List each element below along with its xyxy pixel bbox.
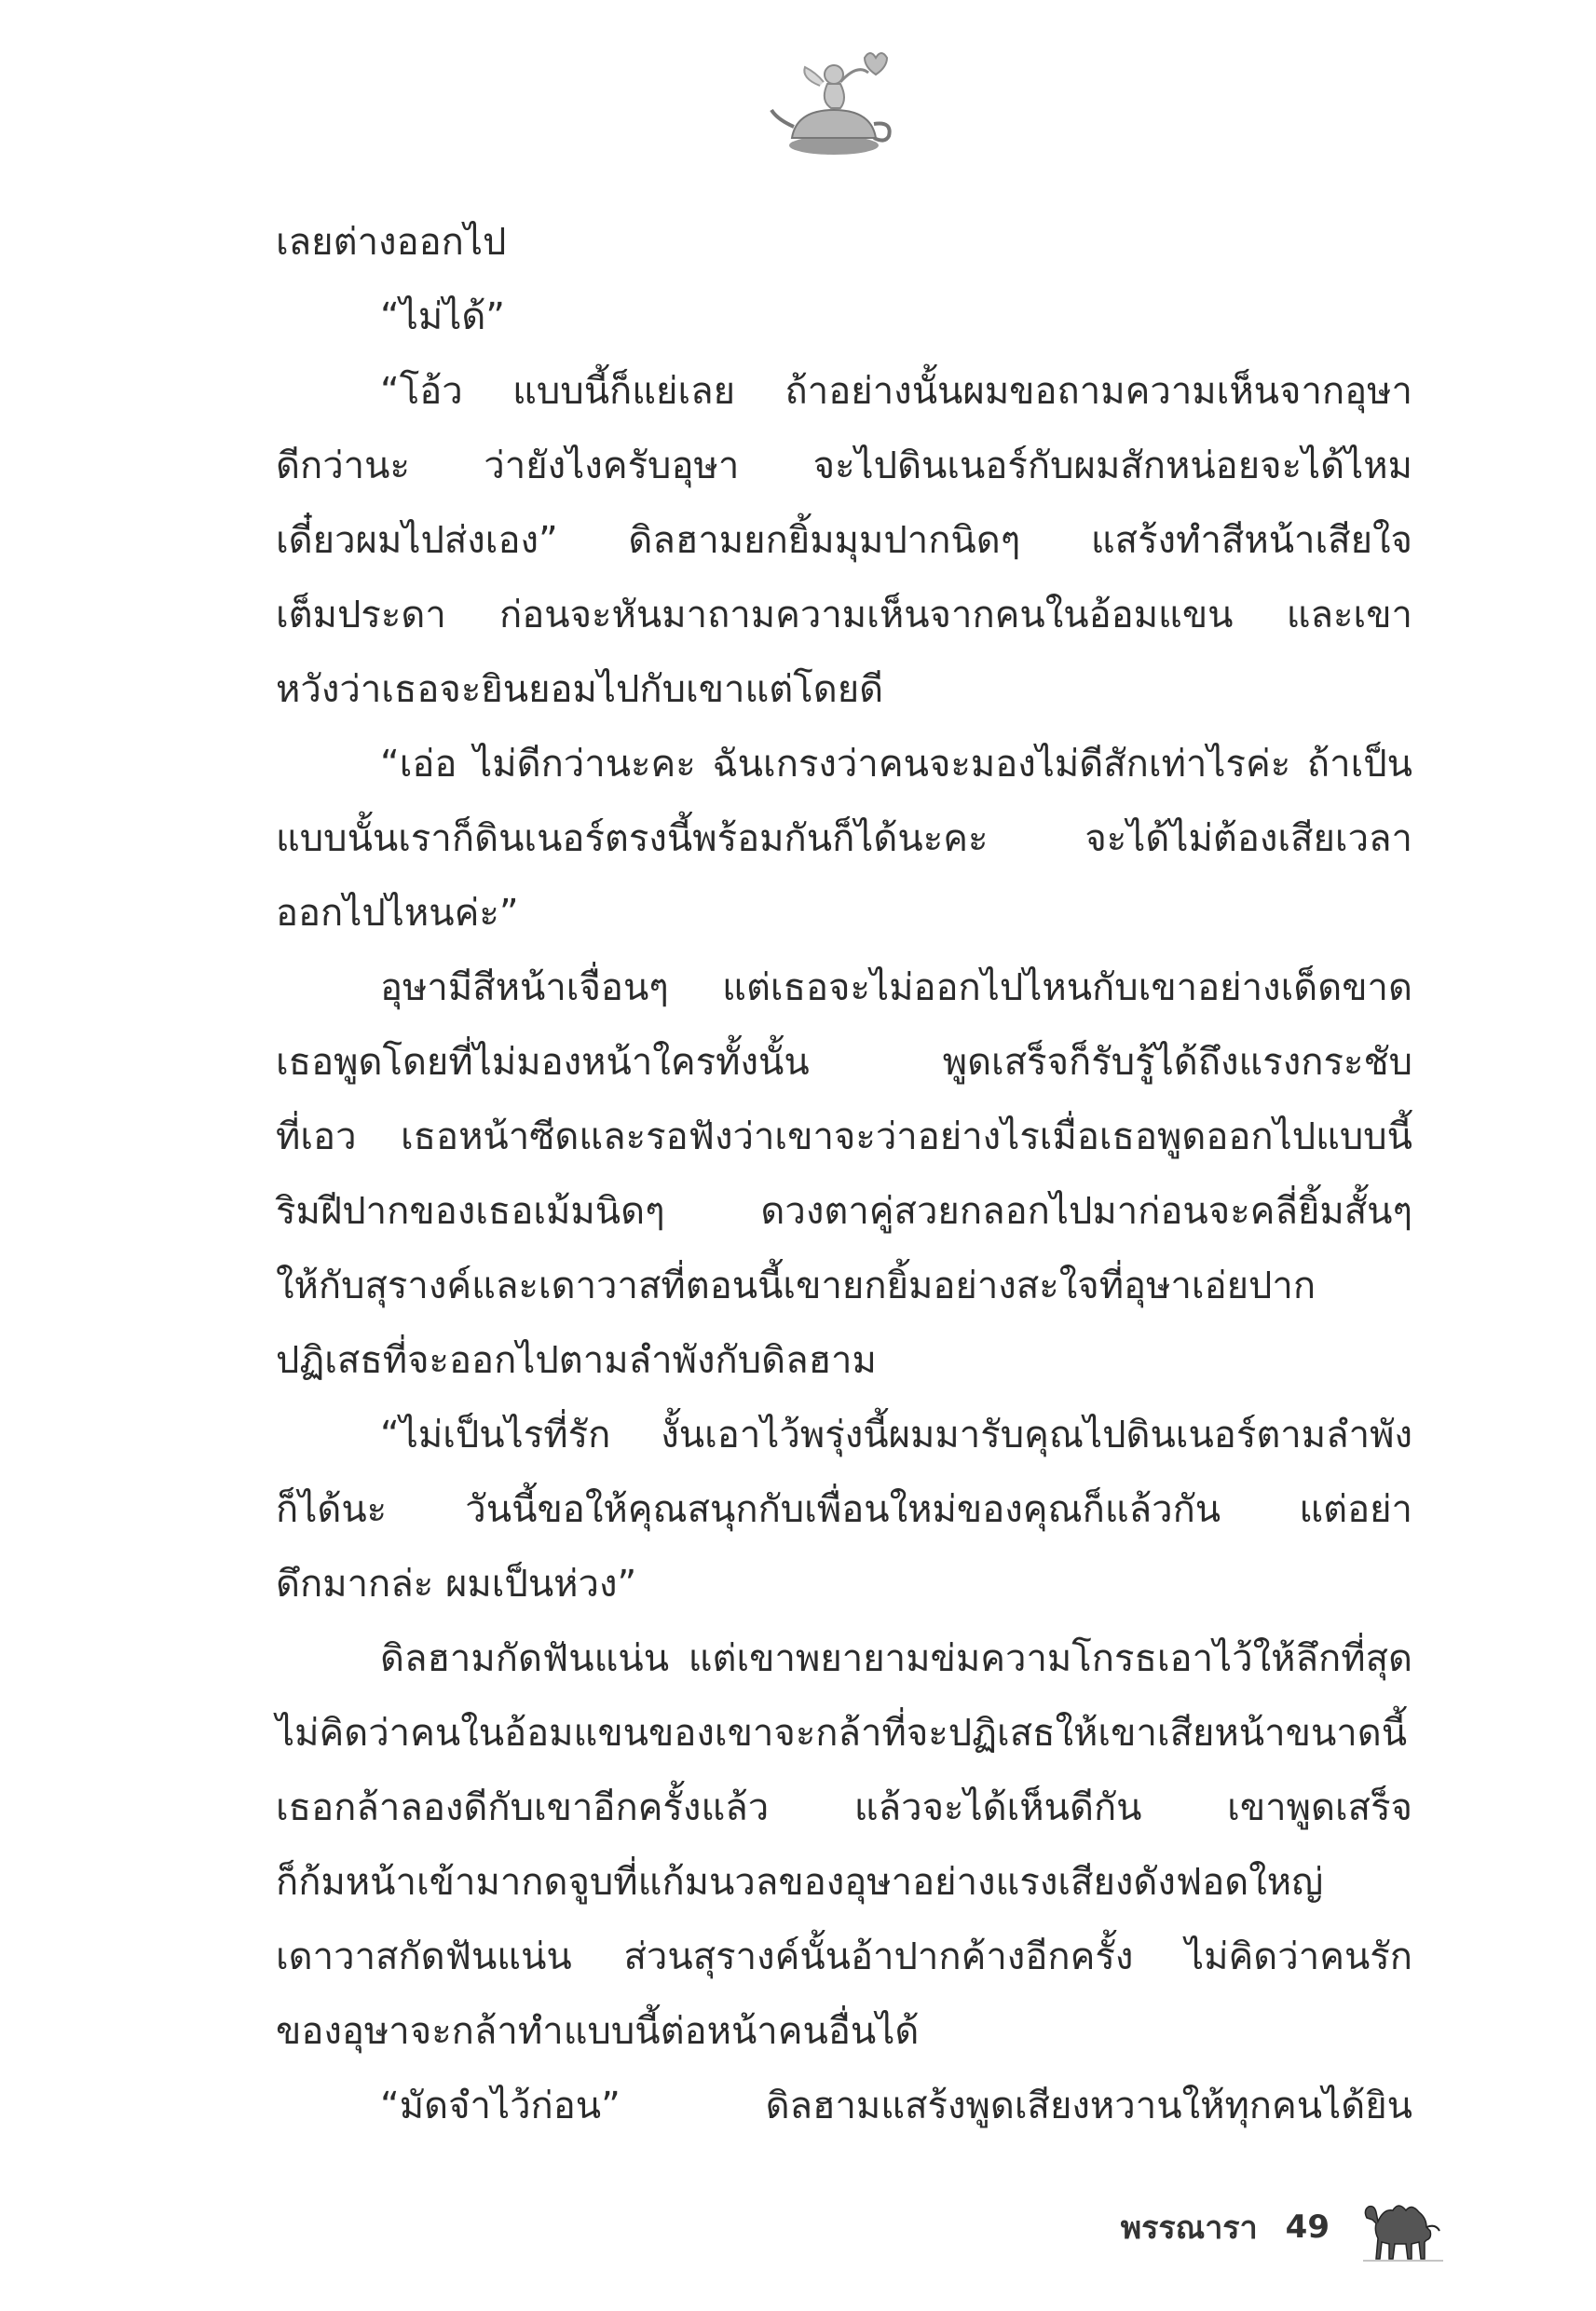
- text-line: ให้กับสุรางค์และเดาวาสที่ตอนนี้เขายกยิ้มอย่างสะใจที่อุษาเอ่ยปาก: [276, 1265, 1316, 1307]
- text-line: แบบนั้นเราก็ดินเนอร์ตรงนี้พร้อมกันก็ได้นะคะ จะได้ไม่ต้องเสียเวลา: [276, 817, 1412, 860]
- text-line: ปฏิเสธที่จะออกไปตามลำพังกับดิลฮาม: [276, 1339, 877, 1382]
- text-line: “เอ่อ ไม่ดีกว่านะคะ ฉันเกรงว่าคนจะมองไม่ดีสักเท่าไรค่ะ ถ้าเป็น: [380, 743, 1412, 786]
- text-line: ก็ได้นะ วันนี้ขอให้คุณสนุกกับเพื่อนใหม่ของคุณก็แล้วกัน แต่อย่า: [276, 1488, 1412, 1531]
- page-number: 49: [1285, 2208, 1330, 2246]
- text-line: “มัดจำไว้ก่อน” ดิลฮามแสร้งพูดเสียงหวานให้ทุกคนได้ยิน: [380, 2085, 1412, 2127]
- text-line: เธอกล้าลองดีกับเขาอีกครั้งแล้ว แล้วจะได้เห็นดีกัน เขาพูดเสร็จ: [276, 1786, 1412, 1829]
- text-line: เลยต่างออกไป: [276, 221, 507, 264]
- text-line: “ไม่ได้”: [380, 295, 506, 338]
- page-footer: [1121, 2190, 1447, 2264]
- cupid-teapot-ornament-icon: [764, 45, 904, 166]
- text-line: ดีกว่านะ ว่ายังไงครับอุษา จะไปดินเนอร์กับผมสักหน่อยจะได้ไหม: [276, 444, 1412, 487]
- text-line: ริมฝีปากของเธอเม้มนิดๆ ดวงตาคู่สวยกลอกไปมาก่อนจะคลี่ยิ้มสั้นๆ: [276, 1190, 1412, 1233]
- text-line: ดิลฮามกัดฟันแน่น แต่เขาพยายามข่มความโกรธเอาไว้ให้ลึกที่สุด: [380, 1637, 1412, 1680]
- text-line: เธอพูดโดยที่ไม่มองหน้าใครทั้งนั้น พูดเสร็จก็รับรู้ได้ถึงแรงกระชับ: [276, 1041, 1412, 1084]
- text-line: เต็มประดา ก่อนจะหันมาถามความเห็นจากคนในอ้อมแขน และเขา: [276, 594, 1412, 636]
- camel-icon: [1357, 2190, 1447, 2264]
- text-line: ก็ก้มหน้าเข้ามากดจูบที่แก้มนวลของอุษาอย่างแรงเสียงดังฟอดใหญ่: [276, 1861, 1324, 1904]
- text-line: ดึกมากล่ะ ผมเป็นห่วง”: [276, 1563, 637, 1606]
- text-line: ของอุษาจะกล้าทำแบบนี้ต่อหน้าคนอื่นได้: [276, 2010, 920, 2053]
- text-line: “ไม่เป็นไรที่รัก งั้นเอาไว้พรุ่งนี้ผมมารับคุณไปดินเนอร์ตามลำพัง: [380, 1414, 1412, 1456]
- text-line: ไม่คิดว่าคนในอ้อมแขนของเขาจะกล้าที่จะปฏิเสธให้เขาเสียหน้าขนาดนี้: [276, 1712, 1408, 1755]
- text-line: “โอ้ว แบบนี้ก็แย่เลย ถ้าอย่างนั้นผมขอถามความเห็นจากอุษา: [380, 370, 1412, 413]
- text-line: เดี๋ยวผมไปส่งเอง” ดิลฮามยกยิ้มมุมปากนิดๆ แสร้งทำสีหน้าเสียใจ: [276, 519, 1412, 562]
- text-line: ออกไปไหนค่ะ”: [276, 892, 519, 935]
- text-line: เดาวาสกัดฟันแน่น ส่วนสุรางค์นั้นอ้าปากค้างอีกครั้ง ไม่คิดว่าคนรัก: [276, 1935, 1412, 1978]
- text-line: อุษามีสีหน้าเจื่อนๆ แต่เธอจะไม่ออกไปไหนกับเขาอย่างเด็ดขาด: [380, 966, 1412, 1009]
- book-title: พรรณารา: [1120, 2209, 1258, 2247]
- text-line: หวังว่าเธอจะยินยอมไปกับเขาแต่โดยดี: [276, 668, 884, 711]
- page-body: [276, 205, 1412, 2143]
- text-line: ที่เอว เธอหน้าซีดและรอฟังว่าเขาจะว่าอย่างไรเมื่อเธอพูดออกไปแบบนี้: [276, 1115, 1412, 1158]
